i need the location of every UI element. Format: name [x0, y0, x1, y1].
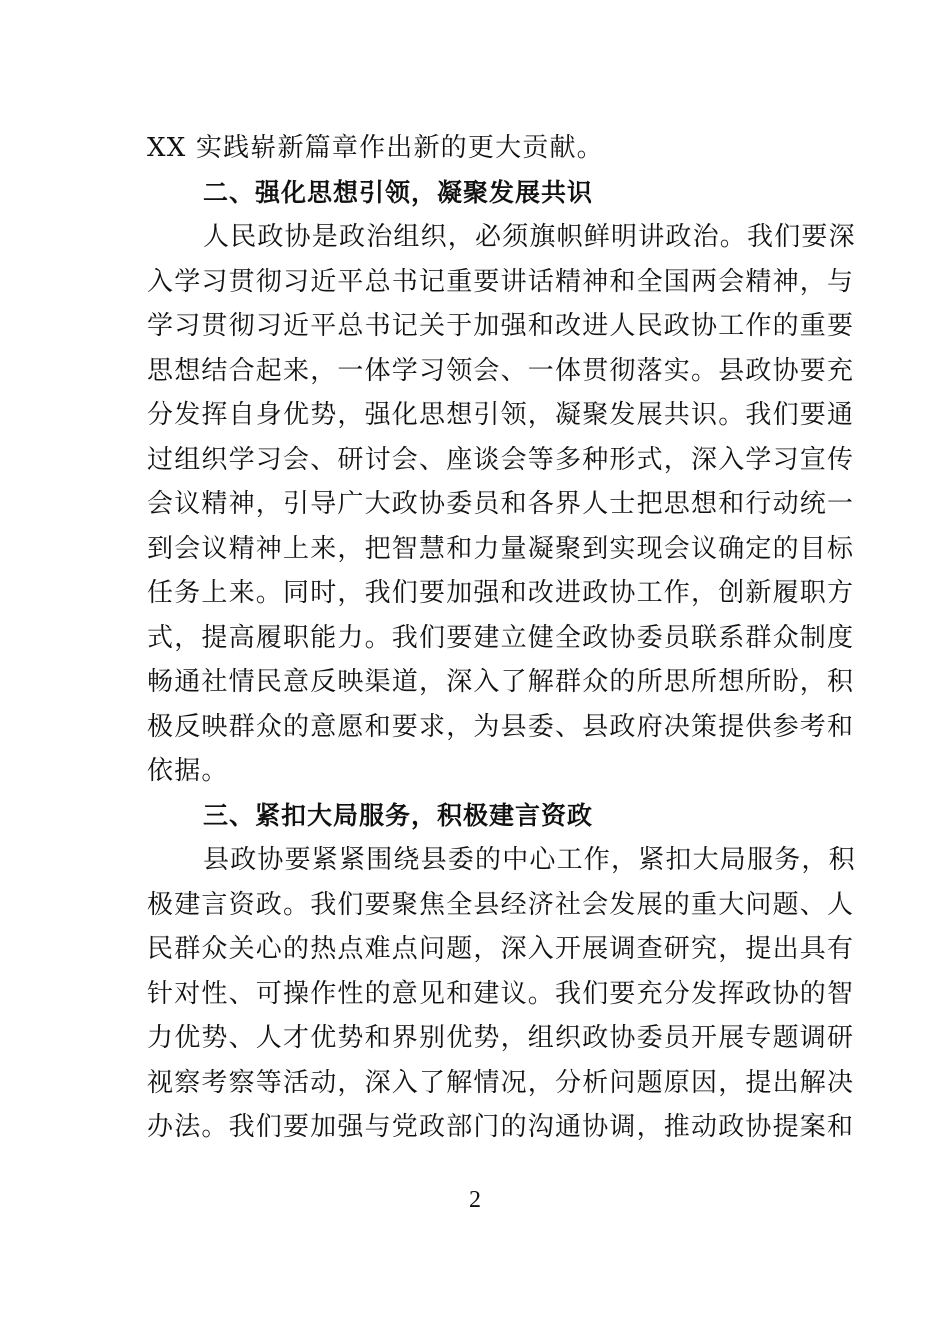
paragraph-line: 分发挥自身优势，强化思想引领，凝聚发展共识。我们要通 [147, 400, 855, 430]
section-heading-3: 三、紧扣大局服务，积极建言资政 [203, 800, 594, 830]
page-number: 2 [469, 1187, 481, 1213]
paragraph-line: 会议精神，引导广大政协委员和各界人士把思想和行动统一 [147, 489, 855, 519]
paragraph-line: 畅通社情民意反映渠道，深入了解群众的所思所想所盼，积 [147, 667, 855, 697]
paragraph-line: XX 实践崭新篇章作出新的更大贡献。 [147, 133, 604, 163]
paragraph-line: 思想结合起来，一体学习领会、一体贯彻落实。县政协要充 [147, 355, 855, 386]
paragraph-line: 学习贯彻习近平总书记关于加强和改进人民政协工作的重要 [147, 311, 855, 341]
paragraph-line: 视察考察等活动，深入了解情况，分析问题原因，提出解决 [147, 1067, 855, 1098]
paragraph-line: 任务上来。同时，我们要加强和改进政协工作，创新履职方 [147, 578, 855, 608]
paragraph-line: 办法。我们要加强与党政部门的沟通协调，推动政协提案和 [147, 1112, 855, 1142]
paragraph-line: 县政协要紧紧围绕县委的中心工作，紧扣大局服务，积 [203, 845, 856, 875]
paragraph-line: 人民政协是政治组织，必须旗帜鲜明讲政治。我们要深 [203, 222, 856, 252]
body-text [147, 126, 856, 1150]
paragraph-line: 民群众关心的热点难点问题，深入开展调查研究，提出具有 [147, 934, 855, 964]
paragraph-line: 到会议精神上来，把智慧和力量凝聚到实现会议确定的目标 [147, 533, 855, 564]
paragraph-line: 针对性、可操作性的意见和建议。我们要充分发挥政协的智 [147, 978, 855, 1009]
section-heading-2: 二、强化思想引领，凝聚发展共识 [203, 177, 594, 207]
paragraph-line: 力优势、人才优势和界别优势，组织政协委员开展专题调研 [147, 1023, 855, 1053]
paragraph-line: 极建言资政。我们要聚焦全县经济社会发展的重大问题、人 [147, 889, 855, 920]
paragraph-line: 式，提高履职能力。我们要建立健全政协委员联系群众制度 [147, 622, 855, 653]
paragraph-line: 入学习贯彻习近平总书记重要讲话精神和全国两会精神，与 [147, 266, 855, 297]
paragraph-line: 依据。 [147, 756, 229, 786]
paragraph-line: 过组织学习会、研讨会、座谈会等多种形式，深入学习宣传 [147, 444, 855, 475]
paragraph-line: 极反映群众的意愿和要求，为县委、县政府决策提供参考和 [147, 711, 855, 742]
